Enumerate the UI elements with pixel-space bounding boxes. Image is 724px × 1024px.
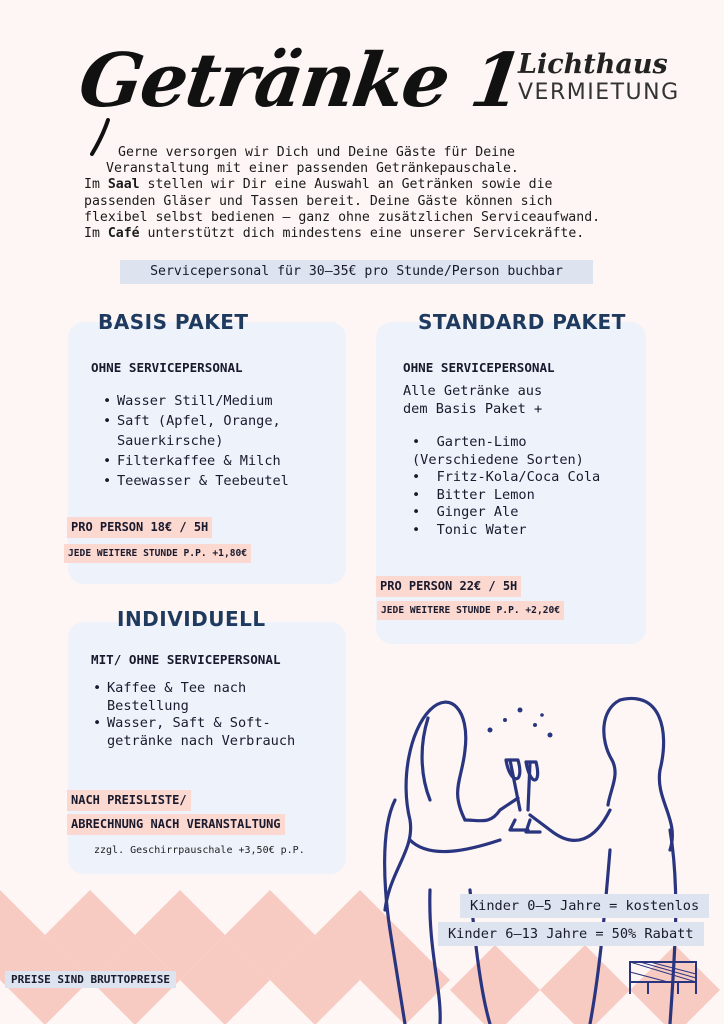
intro-line: Gerne versorgen wir Dich und Deine Gäste für Deine	[118, 145, 515, 160]
building-icon	[628, 960, 698, 996]
individuell-subheading: MIT/ OHNE SERVICEPERSONAL	[91, 652, 281, 667]
list-item: • Bitter Lemon	[412, 486, 535, 503]
list-item: • Ginger Ale	[412, 504, 519, 520]
kids-discount-banner: Kinder 6–13 Jahre = 50% Rabatt	[438, 922, 704, 946]
page-title: Getränke 1	[73, 38, 527, 124]
intro-line: Veranstaltung mit einer passenden Getränkepauschale.	[106, 161, 519, 177]
intro-line: Im Saal stellen wir Dir eine Auswahl an Getränken sowie die	[84, 177, 553, 193]
standard-price: PRO PERSON 22€ / 5H	[376, 576, 521, 597]
individuell-billing-tag: ABRECHNUNG NACH VERANSTALTUNG	[67, 814, 285, 835]
basis-heading: BASIS PAKET	[98, 310, 249, 334]
standard-intro: Alle Getränke aus dem Basis Paket +	[403, 383, 543, 417]
list-item: • Wasser, Saft & Soft- getränke nach Verbrauch	[91, 715, 295, 750]
logo-subtitle: VERMIETUNG	[518, 80, 680, 105]
basis-extra-hour: JEDE WEITERE STUNDE P.P. +1,80€	[64, 544, 251, 563]
logo-script: Lichthaus	[518, 49, 668, 80]
list-item: • Filterkaffee & Milch	[101, 451, 289, 471]
list-item: • Fritz-Kola/Coca Cola	[412, 469, 601, 485]
list-item: • Wasser Still/Medium	[101, 391, 289, 411]
list-item: • Garten-Limo	[412, 434, 527, 450]
individuell-heading: INDIVIDUELL	[117, 607, 266, 631]
standard-subheading: OHNE SERVICEPERSONAL	[403, 360, 555, 375]
standard-list	[412, 434, 600, 539]
lichthaus-logo	[518, 50, 688, 106]
list-item: • Kaffee & Tee nach Bestellung	[91, 680, 295, 715]
intro-line: Im Café unterstützt dich mindestens eine unserer Servicekräfte.	[84, 226, 585, 242]
list-item: (Verschiedene Sorten)	[412, 451, 584, 468]
kids-free-banner: Kinder 0–5 Jahre = kostenlos	[460, 894, 709, 918]
basis-list	[101, 391, 289, 491]
basis-subheading: OHNE SERVICEPERSONAL	[91, 360, 243, 375]
list-item: • Tonic Water	[412, 521, 527, 538]
list-item: • Saft (Apfel, Orange, Sauerkirsche)	[101, 411, 289, 451]
gross-prices-note: PREISE SIND BRUTTOPREISE	[5, 971, 176, 988]
intro-line: flexibel selbst bedienen – ganz ohne zusätzlichen Serviceaufwand.	[84, 209, 601, 225]
service-staff-banner: Servicepersonal für 30–35€ pro Stunde/Person buchbar	[120, 260, 593, 284]
standard-heading: STANDARD PAKET	[418, 310, 626, 334]
list-item: • Teewasser & Teebeutel	[101, 471, 289, 491]
basis-price: PRO PERSON 18€ / 5H	[67, 517, 212, 538]
individuell-list	[91, 680, 295, 750]
intro-text	[84, 145, 674, 242]
intro-line: passenden Gläser und Tassen bereit. Deine Gäste können sich	[84, 193, 553, 209]
individuell-pricelist-tag: NACH PREISLISTE/	[67, 790, 191, 811]
dish-fee-note: zzgl. Geschirrpauschale +3,50€ p.P.	[94, 845, 305, 856]
standard-extra-hour: JEDE WEITERE STUNDE P.P. +2,20€	[377, 601, 564, 620]
